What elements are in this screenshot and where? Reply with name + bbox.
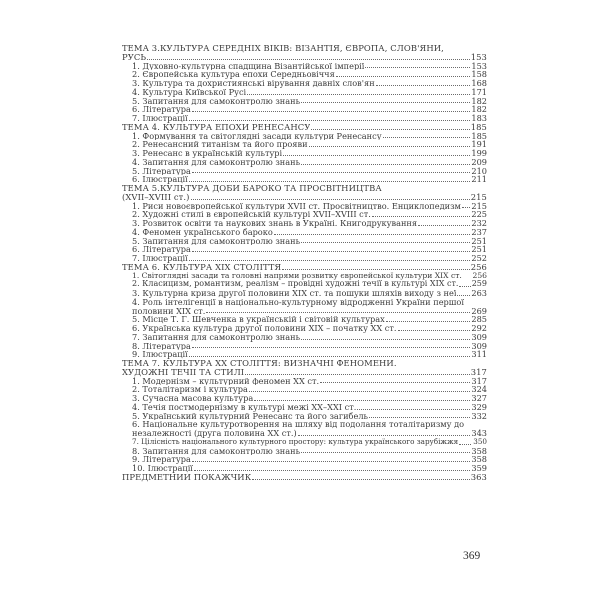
- toc-entry-line: [122, 245, 487, 254]
- table-of-contents: [122, 44, 487, 482]
- toc-entry-title: 9. Література: [132, 455, 191, 464]
- toc-entry-line: [122, 342, 487, 351]
- toc-entry-title: 7. Цілісність національного культурного простору: культура українського зарубіжжя: [132, 437, 459, 446]
- toc-entry-line: [122, 315, 487, 324]
- toc-entry-title: 6. Ілюстрації: [132, 175, 188, 184]
- dot-leader: [311, 129, 469, 130]
- toc-entry-line: [122, 403, 487, 412]
- dot-leader: [398, 330, 471, 331]
- toc-page-number: 311: [471, 349, 487, 360]
- toc-page-number: 251: [471, 244, 487, 255]
- dot-leader: [274, 234, 471, 235]
- dot-leader: [194, 470, 470, 471]
- toc-entry-title: 3. Ренесанс в українській культурі: [132, 149, 283, 158]
- toc-page-number: 182: [471, 104, 487, 115]
- toc-entry-title: ТЕМА 4. КУЛЬТУРА ЕПОХИ РЕНЕСАНСУ: [122, 122, 311, 132]
- toc-entry-title: ТЕМА 7. КУЛЬТУРА ХХ СТОЛІТТЯ: ВИЗНАЧНІ ФЕНОМЕНИ.: [122, 359, 397, 368]
- toc-entry-line: [122, 298, 487, 307]
- toc-page-number: 309: [471, 331, 487, 342]
- toc-page-number: 259: [471, 279, 487, 289]
- toc-entry-title: 4. Феномен українського бароко: [132, 227, 273, 237]
- dot-leader: [245, 374, 469, 375]
- toc-entry-title: 10. Ілюстрації: [132, 464, 193, 473]
- dot-leader: [206, 312, 470, 313]
- toc-entry-line: [122, 167, 487, 176]
- dot-leader: [462, 207, 470, 208]
- toc-entry-title: (XVII–XVIII ст.): [122, 192, 190, 202]
- toc-entry-line: [122, 254, 487, 263]
- dot-leader: [189, 356, 471, 357]
- toc-page-number: 358: [471, 445, 487, 456]
- toc-entry-line: [122, 429, 487, 438]
- toc-entry-line: [122, 202, 487, 211]
- toc-topic-line: [122, 184, 487, 193]
- toc-entry-title: 9. Ілюстрації: [132, 350, 188, 359]
- dot-leader: [247, 94, 470, 95]
- toc-entry-title: 5. Література: [132, 166, 191, 176]
- toc-page-number: 292: [471, 323, 487, 333]
- dot-leader: [249, 391, 470, 392]
- toc-page-number: 358: [471, 454, 487, 465]
- toc-entry-title: 1. Формування та світоглядні засади культури Ренесансу: [132, 131, 382, 141]
- toc-entry-line: [122, 333, 487, 342]
- dot-leader: [459, 444, 471, 445]
- dot-leader: [192, 172, 471, 173]
- toc-entry-title: ТЕМА 6. КУЛЬТУРА ХІХ СТОЛІТТЯ: [122, 262, 282, 272]
- dot-leader: [189, 260, 471, 261]
- toc-entry-title: 5. Запитання для самоконтролю знань: [132, 96, 301, 106]
- toc-entry-title: 4. Запитання для самоконтролю знань: [132, 157, 301, 167]
- toc-entry-title: 7. Ілюстрації: [132, 254, 188, 263]
- toc-page-number: 329: [471, 401, 487, 412]
- toc-page-number: 317: [470, 366, 487, 377]
- toc-page-number: 183: [471, 113, 487, 123]
- toc-page-number: 317: [471, 375, 487, 386]
- toc-entry-line: [122, 412, 487, 421]
- toc-page-number: 199: [471, 148, 487, 158]
- toc-page-number: 168: [471, 78, 487, 88]
- toc-entry-line: [122, 272, 487, 281]
- toc-topic-line: [122, 368, 487, 377]
- toc-entry-title: 3. Культура та дохристиянські вірування давніх слов'ян: [132, 79, 375, 88]
- toc-entry-line: [122, 62, 487, 71]
- toc-page-number: 343: [471, 428, 487, 438]
- toc-page-number: 185: [470, 121, 487, 132]
- toc-page-number: 171: [471, 86, 487, 97]
- dot-leader: [189, 120, 471, 121]
- toc-page-number: 215: [471, 200, 487, 211]
- dot-leader: [192, 461, 471, 462]
- dot-leader: [301, 339, 470, 340]
- toc-entry-title: 1. Модернізм – культурний феномен ХХ ст.: [132, 376, 320, 386]
- toc-entry-line: [122, 464, 487, 473]
- toc-entry-line: [122, 307, 487, 316]
- toc-topic-line: [122, 473, 487, 482]
- toc-page-number: 309: [471, 340, 487, 351]
- dot-leader: [309, 146, 471, 147]
- dot-leader: [147, 59, 470, 60]
- toc-entry-title: незалежності (друга половина ХХ ст.): [132, 429, 297, 438]
- toc-entry-line: [122, 237, 487, 246]
- dot-leader: [459, 286, 470, 287]
- toc-page-number: 185: [471, 130, 487, 141]
- toc-entry-line: [122, 70, 487, 79]
- dot-leader: [365, 67, 470, 68]
- toc-entry-line: [122, 385, 487, 394]
- toc-topic-line: [122, 53, 487, 62]
- dot-leader: [418, 225, 470, 226]
- dot-leader: [189, 181, 471, 182]
- toc-page-number: 251: [471, 235, 487, 246]
- toc-entry-title: 2. Ренесансний титанізм та його прояви: [132, 140, 308, 149]
- toc-entry-title: ТЕМА 3.КУЛЬТУРА СЕРЕДНІХ ВІКІВ: ВІЗАНТІЯ, ЄВРОПА, СЛОВ'ЯНИ,: [122, 44, 444, 53]
- toc-page-number: 269: [471, 305, 487, 316]
- toc-page-number: 232: [471, 218, 487, 228]
- toc-entry-title: 4. Течія постмодернізму в культурі межі ХХ–ХХІ ст.: [132, 402, 357, 412]
- dot-leader: [192, 251, 471, 252]
- toc-topic-line: [122, 123, 487, 132]
- toc-topic-line: [122, 359, 487, 368]
- toc-entry-line: [122, 280, 487, 289]
- toc-page-number: 285: [471, 314, 487, 325]
- dot-leader: [283, 155, 470, 156]
- toc-entry-title: 2. Художні стилі в європейській культурі XVII–XVIII ст.: [132, 210, 371, 219]
- toc-entry-line: [122, 88, 487, 97]
- dot-leader: [301, 164, 470, 165]
- toc-entry-line: [122, 210, 487, 219]
- toc-entry-line: [122, 149, 487, 158]
- toc-entry-title: 3. Сучасна масова культура: [132, 394, 254, 403]
- toc-topic-line: [122, 193, 487, 202]
- toc-entry-title: 6. Українська культура другої половини ХІХ – початку ХХ ст.: [132, 324, 397, 333]
- dot-leader: [369, 417, 470, 418]
- toc-entry-line: [122, 289, 487, 298]
- toc-entry-title: 7. Запитання для самоконтролю знань: [132, 332, 301, 342]
- toc-entry-title: РУСЬ: [122, 52, 147, 62]
- toc-entry-line: [122, 350, 487, 359]
- toc-entry-line: [122, 394, 487, 403]
- toc-entry-title: 6. Національне культуротворення на шляху від подолання тоталітаризму до: [132, 420, 465, 429]
- toc-entry-title: 2. Європейська культура епохи Середньовіччя: [132, 70, 335, 79]
- toc-page-number: 263: [471, 288, 487, 298]
- toc-entry-title: 6. Література: [132, 105, 191, 114]
- toc-page-number: 327: [471, 393, 487, 403]
- dot-leader: [301, 102, 470, 103]
- toc-entry-line: [122, 175, 487, 184]
- toc-entry-title: 5. Запитання для самоконтролю знань: [132, 236, 301, 246]
- toc-page-number: 237: [471, 226, 487, 237]
- dot-leader: [386, 321, 471, 322]
- dot-leader: [282, 269, 469, 270]
- dot-leader: [376, 85, 471, 86]
- dot-leader: [457, 295, 470, 296]
- toc-page-number: 182: [471, 95, 487, 106]
- toc-page-number: 350: [473, 436, 487, 446]
- toc-topic-line: [122, 263, 487, 272]
- dot-leader: [252, 479, 469, 480]
- dot-leader: [336, 76, 471, 77]
- toc-entry-title: 1. Духовно-культурна спадщина Візантійської імперії: [132, 61, 365, 71]
- toc-page-number: 256: [472, 270, 487, 280]
- toc-entry-title: 1. Світоглядні засади та головні напрями розвитку європейської культури ХІХ ст.: [132, 271, 462, 280]
- toc-topic-line: [122, 44, 487, 53]
- toc-entry-line: [122, 377, 487, 386]
- toc-entry-title: 4. Роль інтелігенції в національно-культурному відродженні України першої: [132, 297, 464, 307]
- toc-page-number: 215: [470, 191, 487, 202]
- toc-entry-title: 4. Культура Київської Русі: [132, 87, 247, 97]
- toc-entry-title: половини ХІХ ст.: [132, 306, 206, 316]
- toc-page-number: 363: [470, 471, 487, 482]
- dot-leader: [298, 435, 471, 436]
- toc-entry-title: 5. Місце Т. Г. Шевченка в українській і світовій культурах: [132, 315, 385, 324]
- toc-page-number: 191: [471, 139, 487, 150]
- toc-entry-title: 3. Культурна криза другої половини ХІХ ст. та пошуки шляхів виходу з неї: [132, 289, 457, 298]
- toc-page-number: 256: [470, 261, 487, 272]
- toc-entry-line: [122, 158, 487, 167]
- toc-entry-title: 7. Ілюстрації: [132, 114, 188, 123]
- toc-entry-title: 2. Тоталітаризм і культура: [132, 385, 248, 394]
- dot-leader: [191, 199, 470, 200]
- toc-page-number: 158: [471, 69, 487, 80]
- dot-leader: [320, 382, 470, 383]
- page-number: 369: [463, 550, 481, 562]
- toc-entry-line: [122, 447, 487, 456]
- toc-page-number: 359: [471, 463, 487, 473]
- toc-entry-line: [122, 228, 487, 237]
- toc-page-number: 153: [471, 60, 487, 71]
- dot-leader: [301, 452, 470, 453]
- toc-entry-line: [122, 132, 487, 141]
- toc-entry-line: [122, 114, 487, 123]
- toc-page-number: 225: [471, 209, 487, 220]
- toc-entry-title: 6. Література: [132, 245, 191, 254]
- toc-entry-line: [122, 420, 487, 429]
- toc-entry-title: 1. Риси новоєвропейської культури XVII ст. Просвітництво. Енциклопедизм: [132, 201, 461, 211]
- toc-page-number: 209: [471, 156, 487, 167]
- dot-leader: [301, 242, 470, 243]
- toc-entry-line: [122, 79, 487, 88]
- dot-leader: [254, 400, 470, 401]
- toc-entry-title: 3. Розвиток освіти та наукових знань в Україні. Книгодрукування: [132, 219, 418, 228]
- dot-leader: [372, 216, 470, 217]
- dot-leader: [192, 111, 471, 112]
- toc-entry-title: 8. Література: [132, 341, 191, 351]
- toc-page-number: 252: [471, 253, 487, 263]
- toc-entry-title: ПРЕДМЕТНИЙ ПОКАЖЧИК: [122, 472, 252, 482]
- toc-page-number: 211: [471, 174, 487, 185]
- toc-page-number: 210: [471, 165, 487, 176]
- toc-entry-title: 2. Класицизм, романтизм, реалізм – провідні художні течії в культурі ХІХ ст.: [132, 280, 459, 289]
- toc-entry-line: [122, 455, 487, 464]
- dot-leader: [383, 137, 471, 138]
- toc-entry-title: ХУДОЖНІ ТЕЧІЇ ТА СТИЛІ: [122, 367, 245, 377]
- toc-entry-title: ТЕМА 5.КУЛЬТУРА ДОБИ БАРОКО ТА ПРОСВІТНИЦТВА: [122, 184, 382, 193]
- dot-leader: [192, 347, 471, 348]
- toc-page-number: 324: [471, 384, 487, 395]
- toc-entry-line: [122, 438, 487, 447]
- toc-entry-line: [122, 219, 487, 228]
- toc-page-number: 332: [471, 410, 487, 421]
- toc-entry-line: [122, 140, 487, 149]
- toc-entry-title: 8. Запитання для самоконтролю знань: [132, 446, 301, 456]
- toc-entry-line: [122, 105, 487, 114]
- toc-entry-line: [122, 97, 487, 106]
- toc-entry-title: 5. Український культурний Ренесанс та його загибель: [132, 411, 368, 421]
- toc-entry-line: [122, 324, 487, 333]
- toc-page-number: 153: [470, 51, 487, 62]
- dot-leader: [357, 409, 470, 410]
